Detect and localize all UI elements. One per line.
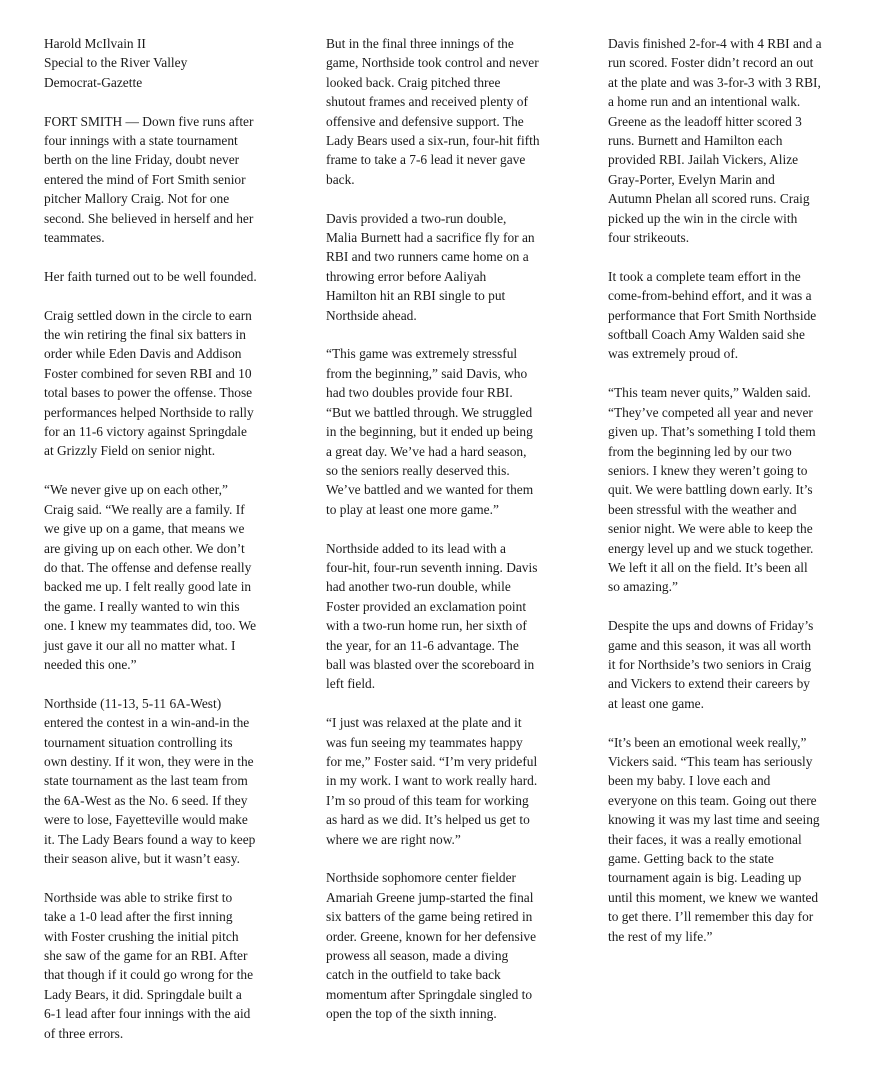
paragraph: “It’s been an emotional week really,” Vickers said. “This team has seriously been my baby. I love each and everyone on this team. Going out there knowing it was my last time and seeing their faces, it was a really emotional game. Getting back to the state tournament again is big. Leading up until this moment, we knew we wanted to get there. I’ll remember this day for the rest of my life.” xyxy=(608,734,820,944)
paragraph: Her faith turned out to be well founded. xyxy=(44,268,257,284)
paragraph: “This game was extremely stressful from the beginning,” said Davis, who had two doubles provide four RBI. “But we battled through. We struggled in the beginning, but it ended up being a great day. We’ve had a hard season, so the seniors really deserved this. We’ve battled and we wanted for them to play at least one more game.” xyxy=(326,346,534,517)
author-role: Special to the River Valley xyxy=(44,55,188,71)
paragraph: Northside (11-13, 5-11 6A-West) entered the contest in a win-and-in the tournament situation controlling its own destiny. If it won, they were in the state tournament as the last team from the 6A-West as the No. 6 seed. If they were to lose, Fayetteville would make it. The Lady Bears found a way to keep their season alive, but it wasn’t easy. xyxy=(44,695,256,866)
article-column-1 xyxy=(44,34,284,1062)
paragraph: Despite the ups and downs of Friday’s game and this season, it was all worth it for Northside’s two seniors in Craig and Vickers to extend their careers by at least one game. xyxy=(608,618,814,711)
publication-name: Democrat-Gazette xyxy=(44,74,143,90)
paragraph: It took a complete team effort in the come-from-behind effort, and it was a performance that Fort Smith Northside softball Coach Amy Walden said she was extremely proud of. xyxy=(608,268,817,362)
paragraph: Northside was able to strike first to take a 1-0 lead after the first inning with Foster crushing the initial pitch she saw of the game for an RBI. After that though if it could go wrong for the Lady Bears, it did. Springdale built a 6-1 lead after four innings with the aid of three errors. xyxy=(44,889,254,1041)
paragraph: Craig settled down in the circle to earn the win retiring the final six batters in order while Eden Davis and Addison Foster combined for seven RBI and 10 total bases to power the offense. Those performances helped Northside to rally for an 11-6 victory against Springdale at Grizzly Field on senior night. xyxy=(44,307,254,459)
paragraph: “We never give up on each other,” Craig said. “We really are a family. If we give up on a game, that means we are giving up on each other. We don’t do that. The offense and defense really backed me up. I felt really good late in the game. I really wanted to win this one. I knew my teammates did, too. We just gave it our all no matter what. I needed this one.” xyxy=(44,482,257,672)
article-column-2 xyxy=(326,34,566,1043)
paragraph: But in the final three innings of the game, Northside took control and never looked back. Craig pitched three shutout frames and received plenty of offensive and defensive support. The Lady Bears used a six-run, four-hit fifth frame to take a 7-6 lead it never gave back. xyxy=(326,36,540,187)
author-name: Harold McIlvain II xyxy=(44,36,146,51)
paragraph: FORT SMITH — Down five runs after four innings with a state tournament berth on the line Friday, doubt never entered the mind of Fort Smith senior pitcher Mallory Craig. Not for one second. She believed in herself and her teammates. xyxy=(44,113,254,246)
paragraph: “This team never quits,” Walden said. “They’ve competed all year and never given up. That’s something I told them from the beginning led by our two seniors. I knew they weren’t going to quit. We were battling down early. It’s been stressful with the weather and senior night. We were able to keep the energy level up and we stuck together. We left it all on the field. It’s been all so amazing.” xyxy=(608,385,816,595)
paragraph: Northside sophomore center fielder Amariah Greene jump-started the final six batters of the game being retired in order. Greene, known for her defensive prowess all season, made a diving catch in the outfield to take back momentum after Springdale singled to open the top of the sixth inning. xyxy=(326,870,537,1022)
paragraph: Davis finished 2-for-4 with 4 RBI and a run scored. Foster didn’t record an out at the plate and was 3-for-3 with 3 RBI, a home run and an intentional walk. Greene as the leadoff hitter scored 3 runs. Burnett and Hamilton each provided RBI. Jailah Vickers, Alize Gray-Porter, Evelyn Marin and Autumn Phelan all scored runs. Craig picked up the win in the circle with four strikeouts. xyxy=(608,36,822,246)
paragraph: “I just was relaxed at the plate and it was fun seeing my teammates happy for me,” Foster said. “I’m very prideful in my work. I want to work really hard. I’m so proud of this team for working as hard as we did. It’s helped us get to where we are right now.” xyxy=(326,715,538,847)
paragraph: Northside added to its lead with a four-hit, four-run seventh inning. Davis had another two-run double, while Foster provided an exclamation point with a two-run home run, her sixth of the year, for an 11-6 advantage. The ball was blasted over the scoreboard in left field. xyxy=(326,540,538,692)
paragraph: Davis provided a two-run double, Malia Burnett had a sacrifice fly for an RBI and two runners came home on a throwing error before Aaliyah Hamilton hit an RBI single to put Northside ahead. xyxy=(326,210,535,323)
article-column-3 xyxy=(608,34,848,965)
byline xyxy=(44,34,284,92)
